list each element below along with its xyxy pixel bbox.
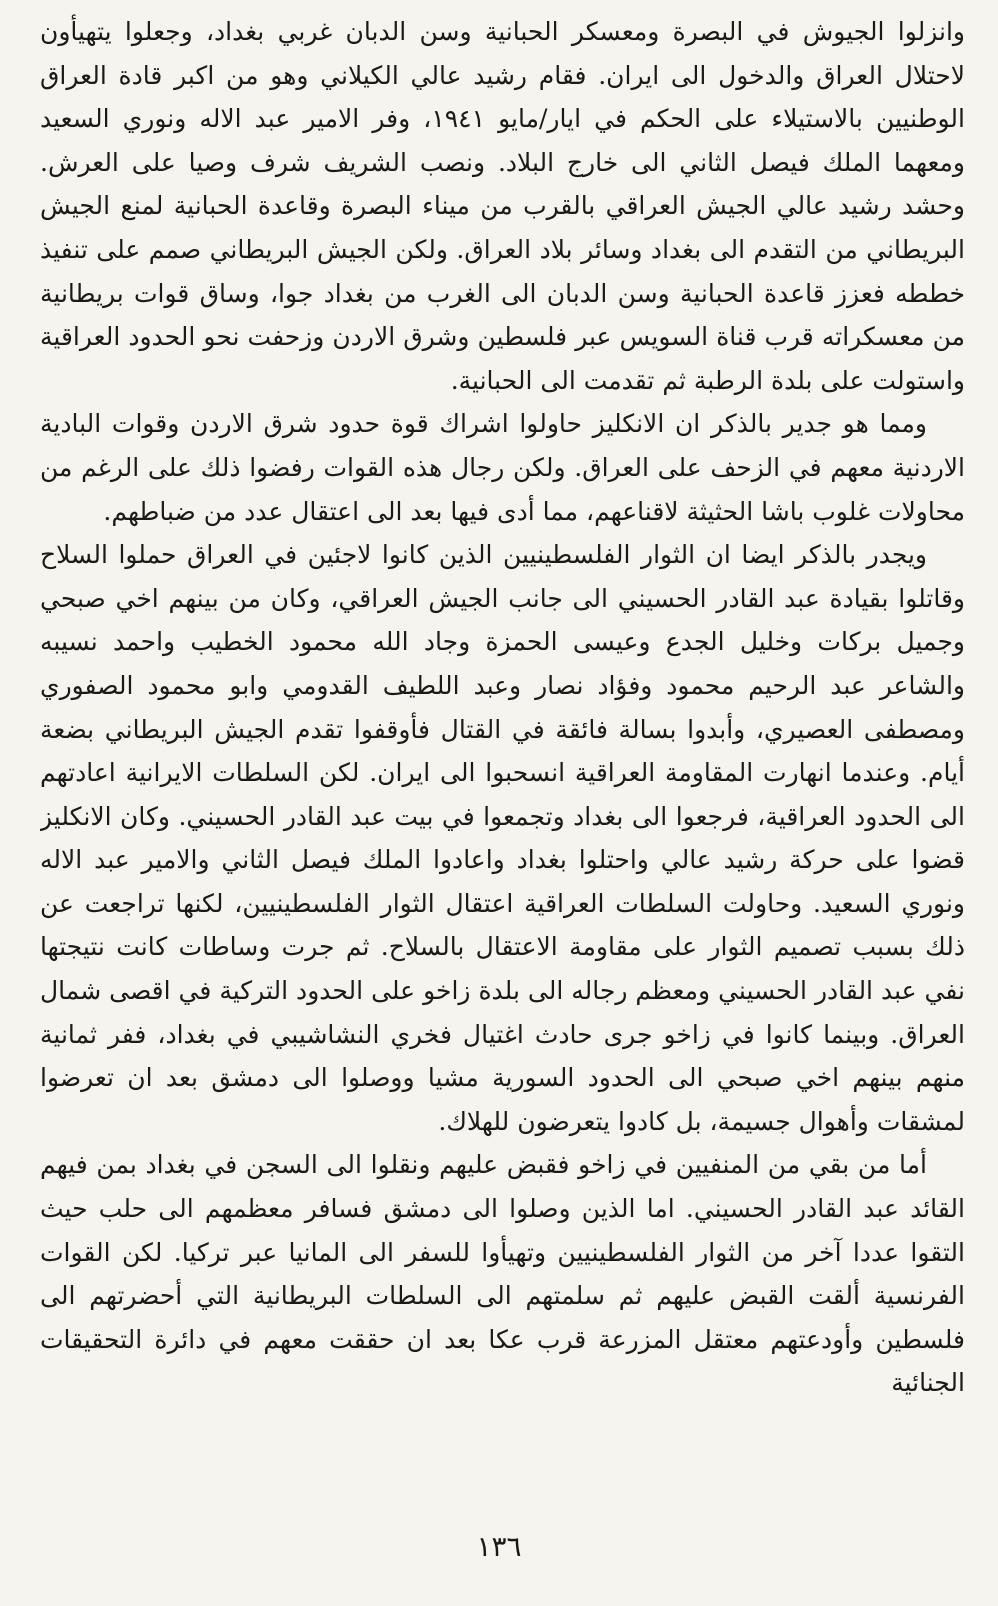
- paragraph-2: ومما هو جدير بالذكر ان الانكليز حاولوا اشراك قوة حدود شرق الاردن وقوات البادية الاردنية معهم في الزحف على العراق. ولكن رجال هذه القوات رفضوا ذلك على الرغم من محاولات غلوب باشا الحثيثة لاقناعهم، مما أدى فيها بعد الى اعتقال عدد من ضباطهم.: [40, 409, 965, 526]
- page-number: ١٣٦: [476, 1530, 522, 1563]
- paragraph-3: ويجدر بالذكر ايضا ان الثوار الفلسطينيين الذين كانوا لاجئين في العراق حملوا السلاح وقاتلوا بقيادة عبد القادر الحسيني الى جانب الجيش العراقي، وكان من بينهم اخي صبحي وجميل بركات وخليل الجدع وعيسى الحمزة وجاد الله محمود الخطيب واحمد نسيبه والشاعر عبد الرحيم محمود وفؤاد نصار وعبد اللطيف القدومي وابو محمود الصفوري ومصطفى العصيري، وأبدوا بسالة فائقة في القتال فأوقفوا تقدم الجيش البريطاني بضعة أيام. وعندما انهارت المقاومة العراقية انسحبوا الى ايران. لكن السلطات الايرانية اعادتهم الى الحدود العراقية، فرجعوا الى بغداد وتجمعوا في بيت عبد القادر الحسيني. وكان الانكليز قضوا على حركة رشيد عالي واحتلوا بغداد واعادوا الملك فيصل الثاني والامير عبد الاله ونوري السعيد. وحاولت السلطات العراقية اعتقال الثوار الفلسطينيين، لكنها تراجعت عن ذلك بسبب تصميم الثوار على مقاومة الاعتقال بالسلاح. ثم جرت وساطات كانت نتيجتها نفي عبد القادر الحسيني ومعظم رجاله الى بلدة زاخو على الحدود التركية في اقصى شمال العراق. وبينما كانوا في زاخو جرى حادث اغتيال فخري النشاشيبي في بغداد، ففر ثمانية منهم بينهم اخي صبحي الى الحدود السورية مشيا ووصلوا الى دمشق بعد ان تعرضوا لمشقات وأهوال جسيمة، بل كادوا يتعرضون للهلاك.: [40, 540, 965, 1136]
- paragraph-4: أما من بقي من المنفيين في زاخو فقبض عليهم ونقلوا الى السجن في بغداد بمن فيهم القائد عبد القادر الحسيني. اما الذين وصلوا الى دمشق فسافر معظمهم الى حلب حيث التقوا عددا آخر من الثوار الفلسطينيين وتهيأوا للسفر الى المانيا عبر تركيا. لكن القوات الفرنسية ألقت القبض عليهم ثم سلمتهم الى السلطات البريطانية التي أحضرتهم الى فلسطين وأودعتهم معتقل المزرعة قرب عكا بعد ان حققت معهم في دائرة التحقيقات الجنائية: [40, 1150, 965, 1398]
- paragraph-1: وانزلوا الجيوش في البصرة ومعسكر الحبانية وسن الدبان غربي بغداد، وجعلوا يتهيأون لاحتلال العراق والدخول الى ايران. فقام رشيد عالي الكيلاني وهو من اكبر قادة العراق الوطنيين بالاستيلاء على الحكم في ايار/مايو ١٩٤١، وفر الامير عبد الاله ونوري السعيد ومعهما الملك فيصل الثاني الى خارج البلاد. ونصب الشريف شرف وصيا على العرش. وحشد رشيد عالي الجيش العراقي بالقرب من ميناء البصرة وقاعدة الحبانية لمنع الجيش البريطاني من التقدم الى بغداد وسائر بلاد العراق. ولكن الجيش البريطاني صمم على تنفيذ خططه فعزز قاعدة الحبانية وسن الدبان الى الغرب من بغداد جوا، وساق قوات بريطانية من معسكراته قرب قناة السويس عبر فلسطين وشرق الاردن وزحفت نحو الحدود العراقية واستولت على بلدة الرطبة ثم تقدمت الى الحبانية.: [40, 17, 965, 395]
- book-page-text: [40, 10, 965, 1530]
